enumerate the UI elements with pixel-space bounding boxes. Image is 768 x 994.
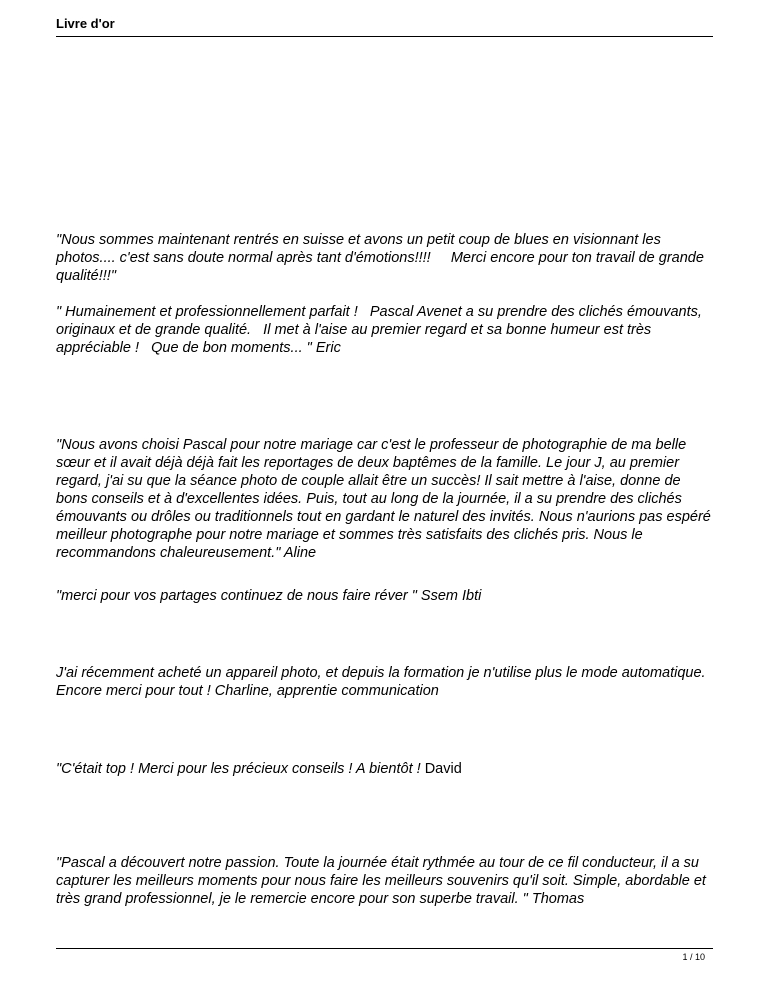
testimonial-6-text: "C'était top ! Merci pour les précieux conseils ! A bientôt ! <box>56 761 425 777</box>
page-footer <box>56 948 713 962</box>
page-title: Livre d'or <box>56 16 115 31</box>
testimonial-2: " Humainement et professionnellement parfait ! Pascal Avenet a su prendre des clichés émouvants, originaux et de grande qualité. Il met à l'aise au premier regard et sa bonne humeur est très appréciable ! Que de bon moments... " Eric <box>56 304 702 356</box>
page-number: 1 / 10 <box>682 952 705 962</box>
testimonial-5: J'ai récemment acheté un appareil photo, et depuis la formation je n'utilise plus le mode automatique. Encore merci pour tout ! Charline, apprentie communication <box>56 665 706 699</box>
testimonial-7: "Pascal a découvert notre passion. Toute la journée était rythmée au tour de ce fil conducteur, il a su capturer les meilleurs moments pour nous faire les meilleurs souvenirs qu'il soit. Simple, abordable et très grand professionnel, je le remercie encore pour son superbe travail. " Thomas <box>56 855 706 907</box>
testimonial-4: "merci pour vos partages continuez de nous faire réver " Ssem Ibti <box>56 588 482 604</box>
testimonial-3: "Nous avons choisi Pascal pour notre mariage car c'est le professeur de photographie de ma belle sœur et il avait déjà déjà fait les reportages de deux baptêmes de la famille. Le jour J, au premier regard, j'ai su que la séance photo de couple allait être un succès! Il sait mettre à l'aise, donne de bons conseils et à d'excellentes idées. Puis, tout au long de la journée, il a su prendre des clichés émouvants ou drôles ou traditionnels tout en gardant le naturel des invités. Nous n'aurions pas espéré meilleur photographe pour notre mariage et sommes très satisfaits des clichés pris. Nous le recommandons chaleureusement." Aline <box>56 437 711 561</box>
testimonial-6 <box>56 760 716 778</box>
page-header <box>56 16 713 37</box>
testimonial-6-signature: David <box>424 761 462 777</box>
testimonial-1: "Nous sommes maintenant rentrés en suisse et avons un petit coup de blues en visionnant les photos.... c'est sans doute normal après tant d'émotions!!!! Merci encore pour ton travail de grande qualité!!!" <box>56 232 704 284</box>
